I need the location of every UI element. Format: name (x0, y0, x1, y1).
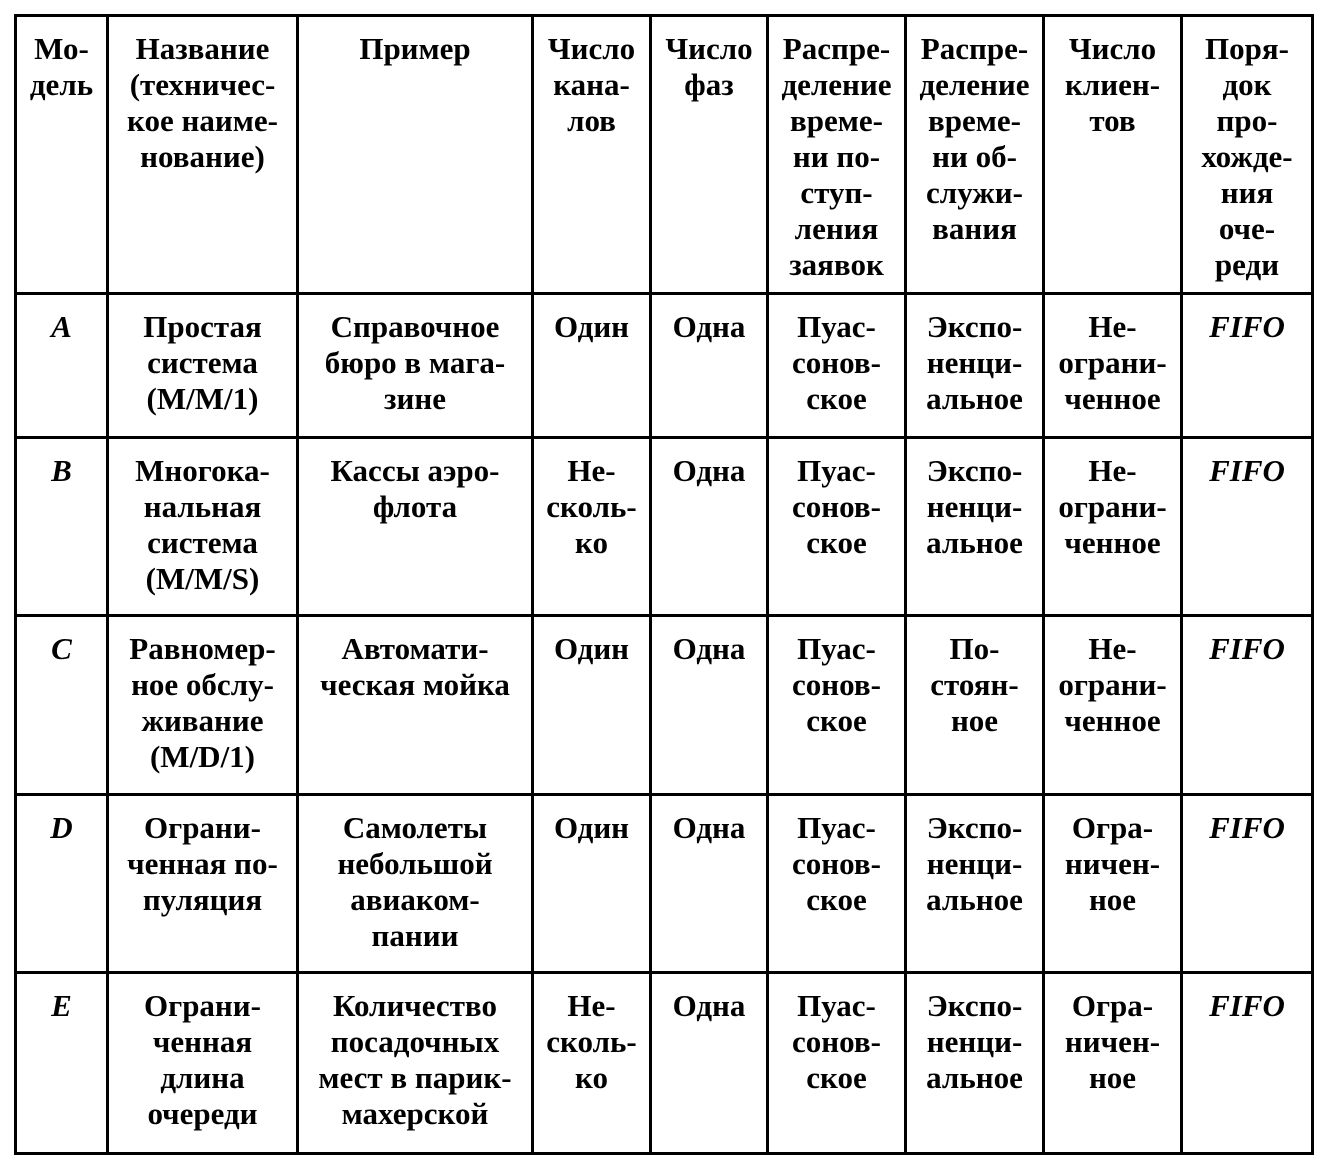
cell-name: Многока- нальная система (M/M/S) (108, 438, 298, 616)
cell-phases: Одна (651, 973, 768, 1154)
cell-order: FIFO (1182, 294, 1313, 438)
cell-example: Самолеты небольшой авиаком- пании (298, 795, 533, 973)
cell-name: Ограни- ченная длина очереди (108, 973, 298, 1154)
cell-channels: Один (533, 294, 651, 438)
header-arrival-distribution: Распре- деление време- ни по- ступ- ления заявок (768, 16, 906, 294)
cell-channels: Один (533, 616, 651, 795)
cell-name: Простая система (M/M/1) (108, 294, 298, 438)
table-row (16, 795, 1313, 973)
queue-models-table (14, 14, 1314, 1155)
cell-arrival: Пуас- сонов- ское (768, 616, 906, 795)
cell-model: D (16, 795, 108, 973)
cell-name: Ограни- ченная по- пуляция (108, 795, 298, 973)
cell-service: По- стоян- ное (906, 616, 1044, 795)
header-service-distribution: Распре- деление време- ни об- служи- вания (906, 16, 1044, 294)
header-model: Мо- дель (16, 16, 108, 294)
cell-arrival: Пуас- сонов- ское (768, 294, 906, 438)
cell-model: A (16, 294, 108, 438)
cell-model: B (16, 438, 108, 616)
cell-model: C (16, 616, 108, 795)
cell-service: Экспо- ненци- альное (906, 973, 1044, 1154)
header-clients: Число клиен- тов (1044, 16, 1182, 294)
cell-model: E (16, 973, 108, 1154)
cell-channels: Один (533, 795, 651, 973)
cell-channels: Не- сколь- ко (533, 973, 651, 1154)
cell-clients: Огра- ничен- ное (1044, 795, 1182, 973)
cell-order: FIFO (1182, 438, 1313, 616)
cell-phases: Одна (651, 438, 768, 616)
cell-clients: Не- ограни- ченное (1044, 438, 1182, 616)
cell-order: FIFO (1182, 795, 1313, 973)
header-phases: Число фаз (651, 16, 768, 294)
table-row (16, 294, 1313, 438)
cell-name: Равномер- ное обслу- живание (M/D/1) (108, 616, 298, 795)
header-queue-order: Поря- док про- хожде- ния оче- реди (1182, 16, 1313, 294)
cell-phases: Одна (651, 294, 768, 438)
cell-clients: Не- ограни- ченное (1044, 616, 1182, 795)
cell-arrival: Пуас- сонов- ское (768, 973, 906, 1154)
table-row (16, 616, 1313, 795)
cell-example: Кассы аэро- флота (298, 438, 533, 616)
cell-clients: Огра- ничен- ное (1044, 973, 1182, 1154)
cell-phases: Одна (651, 795, 768, 973)
header-row (16, 16, 1313, 294)
cell-example: Автомати- ческая мойка (298, 616, 533, 795)
cell-service: Экспо- ненци- альное (906, 795, 1044, 973)
cell-channels: Не- сколь- ко (533, 438, 651, 616)
cell-order: FIFO (1182, 616, 1313, 795)
cell-phases: Одна (651, 616, 768, 795)
table-row (16, 973, 1313, 1154)
header-example: Пример (298, 16, 533, 294)
cell-example: Количество посадочных мест в парик- махерской (298, 973, 533, 1154)
cell-order: FIFO (1182, 973, 1313, 1154)
cell-arrival: Пуас- сонов- ское (768, 438, 906, 616)
header-name: Название (техничес- кое наиме- нование) (108, 16, 298, 294)
header-channels: Число кана- лов (533, 16, 651, 294)
cell-arrival: Пуас- сонов- ское (768, 795, 906, 973)
cell-clients: Не- ограни- ченное (1044, 294, 1182, 438)
cell-example: Справочное бюро в мага- зине (298, 294, 533, 438)
cell-service: Экспо- ненци- альное (906, 438, 1044, 616)
table-row (16, 438, 1313, 616)
cell-service: Экспо- ненци- альное (906, 294, 1044, 438)
